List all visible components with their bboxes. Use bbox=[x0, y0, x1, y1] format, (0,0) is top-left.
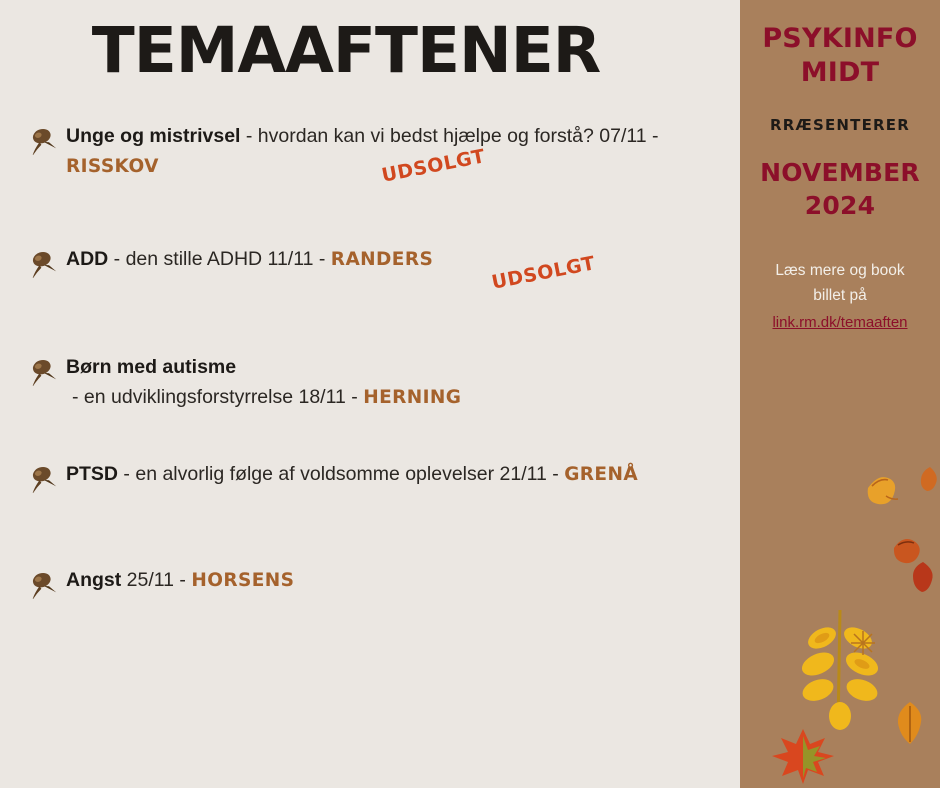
month-label: NOVEMBER bbox=[760, 158, 920, 187]
event-description: - en alvorlig følge af voldsomme oplevelser 21/11 - bbox=[118, 463, 565, 485]
event-text bbox=[66, 121, 666, 187]
poster-sidebar bbox=[740, 0, 940, 788]
event-description: - hvordan kan vi bedst hjælpe og forstå? 07/11 - bbox=[240, 125, 659, 147]
list-item bbox=[26, 565, 740, 621]
event-city: HORSENS bbox=[191, 570, 295, 591]
pushpin-icon bbox=[26, 565, 66, 599]
event-text bbox=[66, 244, 598, 294]
event-title: ADD bbox=[66, 248, 109, 270]
list-item bbox=[26, 459, 740, 515]
status-badge: UDSOLGT bbox=[379, 145, 488, 187]
booking-line-2: billet på bbox=[813, 287, 867, 304]
event-title: Unge og mistrivsel bbox=[66, 125, 241, 147]
event-description: - den stille ADHD 11/11 - bbox=[108, 248, 331, 270]
snowflake-leaf-icon bbox=[850, 630, 876, 661]
date-block bbox=[740, 156, 940, 222]
brand-line-2: MIDT bbox=[800, 57, 880, 88]
leaf-icon bbox=[862, 470, 904, 515]
list-item bbox=[26, 244, 740, 300]
event-text bbox=[66, 459, 638, 490]
event-title: Børn med autisme bbox=[66, 356, 237, 378]
pushpin-icon bbox=[26, 244, 66, 278]
event-city: GRENÅ bbox=[564, 464, 639, 485]
brand-name bbox=[740, 0, 940, 90]
presents-label: RRÆSENTERER bbox=[769, 116, 910, 134]
maple-leaf-icon bbox=[768, 726, 838, 788]
event-text bbox=[66, 352, 461, 413]
page-title: TEMAAFTENER bbox=[91, 14, 601, 87]
leaf-icon bbox=[888, 700, 932, 751]
event-description: - en udviklingsforstyrrelse 18/11 - bbox=[72, 386, 364, 408]
list-item bbox=[26, 352, 740, 413]
event-title: PTSD bbox=[66, 463, 119, 485]
event-title: Angst bbox=[66, 569, 122, 591]
pushpin-icon bbox=[26, 121, 66, 155]
event-list bbox=[0, 121, 740, 621]
event-city: RANDERS bbox=[330, 249, 434, 270]
year-label: 2024 bbox=[804, 191, 876, 220]
 bbox=[788, 604, 888, 739]
event-city: RISSKOV bbox=[66, 156, 159, 177]
event-text bbox=[66, 565, 294, 596]
leaf-icon bbox=[920, 466, 940, 497]
list-item bbox=[26, 121, 740, 187]
leaf-icon bbox=[908, 560, 938, 599]
pushpin-icon bbox=[26, 459, 66, 493]
pushpin-icon bbox=[26, 352, 66, 386]
status-badge: UDSOLGT bbox=[489, 252, 598, 294]
booking-info bbox=[740, 258, 940, 335]
booking-link[interactable]: link.rm.dk/temaaften bbox=[772, 314, 908, 331]
brand-line-1: PSYKINFO bbox=[762, 23, 918, 54]
event-description: 25/11 - bbox=[121, 569, 192, 591]
booking-line-1: Læs mere og book bbox=[775, 262, 905, 279]
event-city: HERNING bbox=[363, 387, 462, 408]
